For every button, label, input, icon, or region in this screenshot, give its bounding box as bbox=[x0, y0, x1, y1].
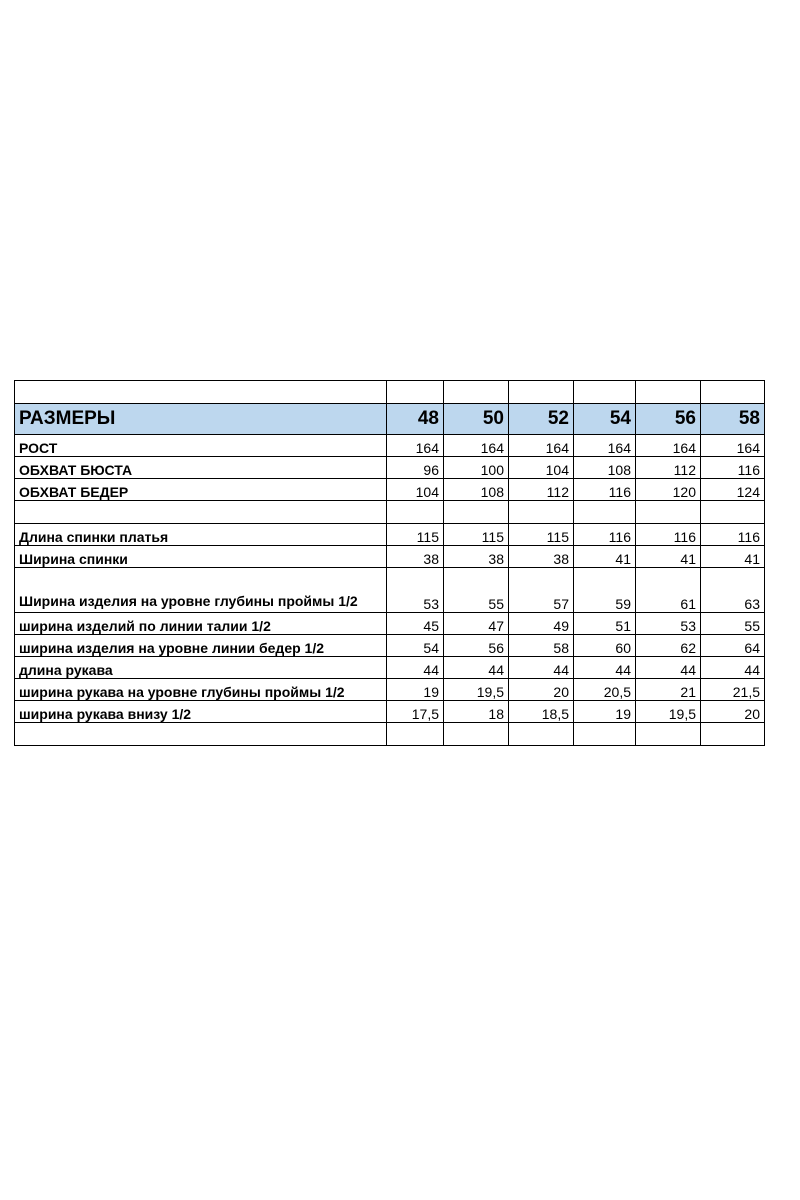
table-cell: 108 bbox=[574, 457, 636, 479]
table-row bbox=[15, 701, 765, 723]
table-header-row bbox=[15, 404, 765, 435]
table-cell: 116 bbox=[701, 457, 765, 479]
table-row bbox=[15, 479, 765, 501]
table-cell: 164 bbox=[701, 435, 765, 457]
table-cell: 44 bbox=[574, 657, 636, 679]
empty-row-bottom bbox=[15, 723, 765, 746]
table-cell: 47 bbox=[444, 613, 509, 635]
table-cell: 62 bbox=[636, 635, 701, 657]
table-row bbox=[15, 657, 765, 679]
row-label: ширина изделия на уровне линии бедер 1/2 bbox=[15, 635, 387, 657]
table-cell: 19,5 bbox=[444, 679, 509, 701]
table-cell: 164 bbox=[509, 435, 574, 457]
table-cell: 20 bbox=[509, 679, 574, 701]
table-cell: 20 bbox=[701, 701, 765, 723]
table-cell: 54 bbox=[387, 635, 444, 657]
row-label: длина рукава bbox=[15, 657, 387, 679]
table-cell: 20,5 bbox=[574, 679, 636, 701]
empty-row-top bbox=[15, 381, 765, 404]
size-54-header: 54 bbox=[574, 404, 636, 435]
row-label: РОСТ bbox=[15, 435, 387, 457]
size-chart-table bbox=[14, 380, 765, 746]
table-cell: 57 bbox=[509, 568, 574, 613]
table-cell: 115 bbox=[509, 524, 574, 546]
table-row bbox=[15, 524, 765, 546]
row-label: ширина изделий по линии талии 1/2 bbox=[15, 613, 387, 635]
table-row bbox=[15, 679, 765, 701]
table-cell: 63 bbox=[701, 568, 765, 613]
row-label: Ширина изделия на уровне глубины проймы 1/2 bbox=[15, 568, 387, 613]
table-row bbox=[15, 568, 765, 613]
table-cell: 112 bbox=[636, 457, 701, 479]
table-cell: 18 bbox=[444, 701, 509, 723]
table-cell: 21,5 bbox=[701, 679, 765, 701]
table-cell: 116 bbox=[636, 524, 701, 546]
row-label: ширина рукава внизу 1/2 bbox=[15, 701, 387, 723]
table-cell: 41 bbox=[574, 546, 636, 568]
table-cell: 55 bbox=[444, 568, 509, 613]
table-cell: 96 bbox=[387, 457, 444, 479]
table-cell: 38 bbox=[387, 546, 444, 568]
header-label: РАЗМЕРЫ bbox=[15, 404, 387, 435]
table-row bbox=[15, 613, 765, 635]
table-cell: 53 bbox=[387, 568, 444, 613]
table-cell: 51 bbox=[574, 613, 636, 635]
table-cell: 44 bbox=[636, 657, 701, 679]
table-cell: 116 bbox=[574, 479, 636, 501]
table-cell: 164 bbox=[387, 435, 444, 457]
table-cell: 100 bbox=[444, 457, 509, 479]
table-cell: 104 bbox=[509, 457, 574, 479]
table-cell: 38 bbox=[509, 546, 574, 568]
table-row bbox=[15, 435, 765, 457]
table-cell: 124 bbox=[701, 479, 765, 501]
table-cell: 38 bbox=[444, 546, 509, 568]
size-58-header: 58 bbox=[701, 404, 765, 435]
table-cell: 112 bbox=[509, 479, 574, 501]
table-cell: 49 bbox=[509, 613, 574, 635]
table-row bbox=[15, 457, 765, 479]
table-cell: 44 bbox=[509, 657, 574, 679]
table-cell: 164 bbox=[444, 435, 509, 457]
table-cell: 41 bbox=[701, 546, 765, 568]
table-cell: 59 bbox=[574, 568, 636, 613]
table-cell: 44 bbox=[444, 657, 509, 679]
row-label: Ширина спинки bbox=[15, 546, 387, 568]
table-cell: 64 bbox=[701, 635, 765, 657]
table-cell: 41 bbox=[636, 546, 701, 568]
row-label: ОБХВАТ БЮСТА bbox=[15, 457, 387, 479]
row-label: Длина спинки платья bbox=[15, 524, 387, 546]
table-cell: 164 bbox=[636, 435, 701, 457]
table-cell: 61 bbox=[636, 568, 701, 613]
size-56-header: 56 bbox=[636, 404, 701, 435]
table-cell: 19 bbox=[574, 701, 636, 723]
size-50-header: 50 bbox=[444, 404, 509, 435]
table-cell: 115 bbox=[387, 524, 444, 546]
table-cell: 44 bbox=[387, 657, 444, 679]
table-cell: 44 bbox=[701, 657, 765, 679]
table-cell: 19 bbox=[387, 679, 444, 701]
table-cell: 56 bbox=[444, 635, 509, 657]
table-cell: 45 bbox=[387, 613, 444, 635]
size-52-header: 52 bbox=[509, 404, 574, 435]
table-cell: 21 bbox=[636, 679, 701, 701]
table-cell: 19,5 bbox=[636, 701, 701, 723]
empty-row-middle bbox=[15, 501, 765, 524]
table-cell: 164 bbox=[574, 435, 636, 457]
size-48-header: 48 bbox=[387, 404, 444, 435]
table-row bbox=[15, 546, 765, 568]
table-cell: 115 bbox=[444, 524, 509, 546]
table-cell: 55 bbox=[701, 613, 765, 635]
table-cell: 58 bbox=[509, 635, 574, 657]
table-cell: 60 bbox=[574, 635, 636, 657]
table-cell: 104 bbox=[387, 479, 444, 501]
table-cell: 116 bbox=[701, 524, 765, 546]
row-label: ширина рукава на уровне глубины проймы 1/2 bbox=[15, 679, 387, 701]
table-cell: 53 bbox=[636, 613, 701, 635]
table-row bbox=[15, 635, 765, 657]
table-cell: 120 bbox=[636, 479, 701, 501]
table-cell: 108 bbox=[444, 479, 509, 501]
row-label: ОБХВАТ БЕДЕР bbox=[15, 479, 387, 501]
table-cell: 116 bbox=[574, 524, 636, 546]
table-cell: 17,5 bbox=[387, 701, 444, 723]
table-cell: 18,5 bbox=[509, 701, 574, 723]
